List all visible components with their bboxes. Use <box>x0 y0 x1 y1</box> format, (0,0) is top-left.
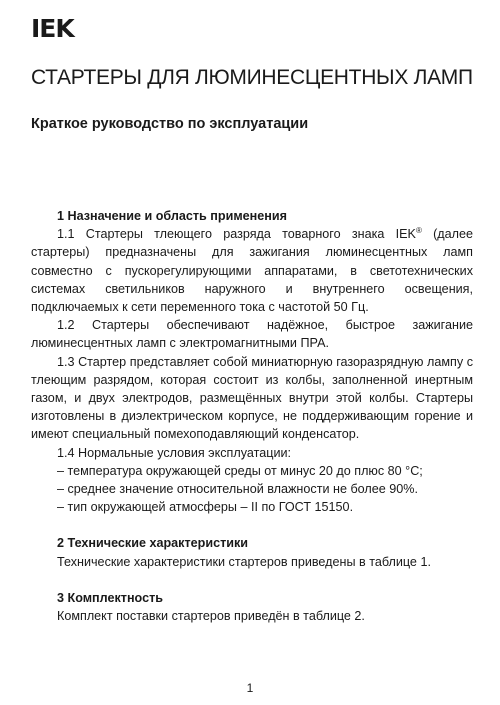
paragraph-1-1-end: (далее стартеры) предназначены для зажигания люминесцентных ламп совместно с пускорегулирующими аппаратами, в светотехнических системах светильников наружного и внутреннего освещения, подключаемых к сети переменного тока с частотой 50 Гц. <box>31 227 473 315</box>
list-item: – среднее значение относительной влажности не более 90%. <box>57 482 418 497</box>
paragraph-1-1 <box>31 225 473 316</box>
paragraph-1-1-start: 1.1 Стартеры тлеющего разряда товарного знака IEK <box>57 227 416 242</box>
list-item: – температура окружающей среды от минус 20 до плюс 80 °С; <box>57 463 423 478</box>
document-title: СТАРТЕРЫ ДЛЯ ЛЮМИНЕСЦЕНТНЫХ ЛАМП <box>31 66 473 89</box>
section-2-heading: 2 Технические характеристики <box>57 536 249 551</box>
document-subtitle: Краткое руководство по эксплуатации <box>31 116 309 132</box>
section-3-text: Комплект поставки стартеров приведён в таблице 2. <box>57 609 365 624</box>
section-1-heading: 1 Назначение и область применения <box>57 209 287 223</box>
iek-logo <box>31 14 74 43</box>
section-2-text: Технические характеристики стартеров приведены в таблице 1. <box>57 554 431 569</box>
page-number: 1 <box>246 681 254 695</box>
paragraph-1-4: 1.4 Нормальные условия эксплуатации: <box>57 445 292 460</box>
logo-text: IEK <box>31 14 74 43</box>
document-body <box>31 207 473 625</box>
paragraph-1-3: 1.3 Стартер представляет собой миниатюрную газоразрядную лампу с тлеющим разрядом, которая состоит из колбы, заполненной инертным газом, и двух электродов, размещённых внутри этой колбы. Стартеры изготовлены в диэлектрическом корпусе, не поддерживающим горение и имеют специальный помехоподавляющий конденсатор. <box>31 354 473 442</box>
paragraph-1-2: 1.2 Стартеры обеспечивают надёжное, быстрое зажигание люминесцентных ламп с электромагнитными ПРА. <box>31 318 473 351</box>
section-3-heading: 3 Комплектность <box>57 590 163 605</box>
registered-mark: ® <box>415 226 422 236</box>
list-item: – тип окружающей атмосферы – II по ГОСТ 15150. <box>57 500 354 515</box>
